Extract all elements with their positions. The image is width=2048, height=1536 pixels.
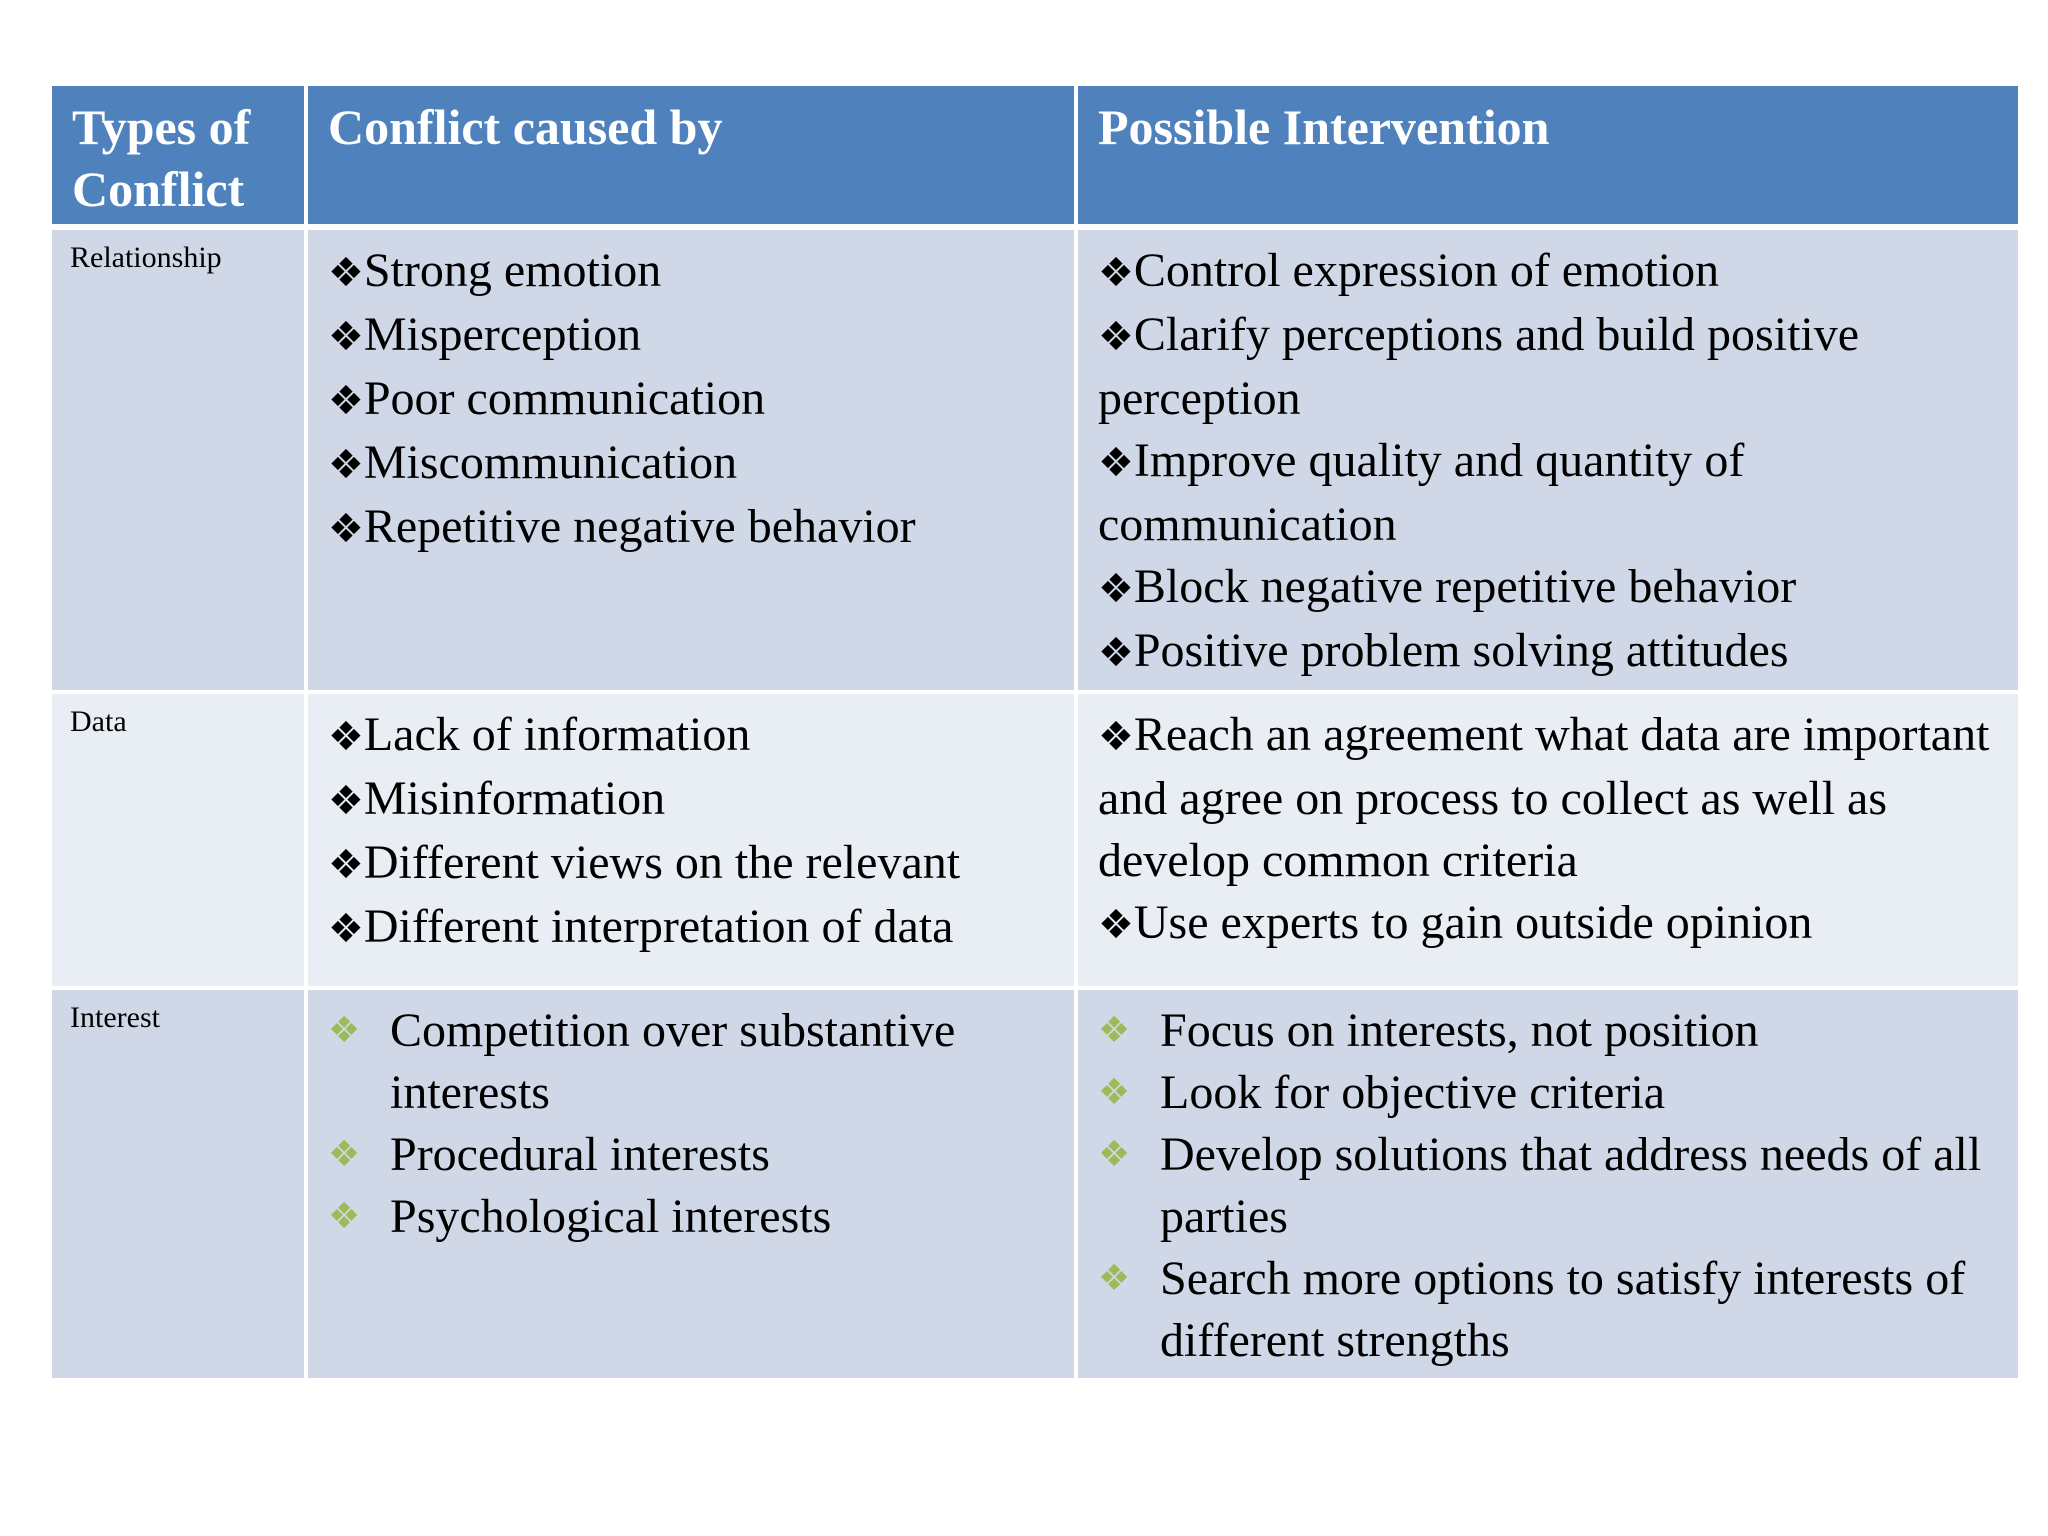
list-item [1098,704,2002,892]
diamond-bullet-icon: ❖ [1098,440,1134,486]
list-item-text: Control expression of emotion [1133,244,1720,297]
table-row [52,230,2018,694]
interventions-cell [1078,230,2018,694]
list-item [328,1124,1058,1186]
causes-cell [308,694,1078,990]
diamond-bullet-icon: ❖ [1098,714,1134,760]
table-body [52,230,2018,1382]
list-item [328,704,1058,768]
list-item-text: Psychological interests [390,1190,832,1243]
diamond-bullet-icon: ❖ [1098,566,1134,612]
list-item [328,368,1058,432]
header-row [52,86,2018,230]
diamond-bullet-icon: ❖ [1098,630,1134,676]
list-item [1098,240,2002,304]
interventions-list [1098,240,2002,684]
diamond-bullet-icon: ❖ [328,714,364,760]
list-item-text: Strong emotion [363,244,662,297]
list-item [328,432,1058,496]
conflict-type-cell: Interest [52,990,308,1382]
list-item-text: Block negative repetitive behavior [1133,560,1797,613]
causes-cell [308,990,1078,1382]
list-item [328,304,1058,368]
list-item [328,896,1058,960]
list-item [1098,1000,2002,1062]
list-item-text: Misinformation [363,772,666,825]
list-item [328,496,1058,560]
causes-cell [308,230,1078,694]
list-item-text: Misperception [363,308,642,361]
list-item-text: Positive problem solving attitudes [1133,624,1789,677]
diamond-bullet-icon: ❖ [328,442,364,488]
list-item-text: Look for objective criteria [1160,1066,1666,1119]
diamond-bullet-icon: ❖ [328,250,364,296]
list-item [1098,1248,2002,1372]
list-item [328,1000,1058,1124]
conflict-type-cell: Relationship [52,230,308,694]
diamond-bullet-icon: ❖ [1098,902,1134,948]
diamond-bullet-icon: ❖ [328,778,364,824]
diamond-bullet-icon: ❖ [328,906,364,952]
green-diamond-bullet-icon: ❖ [1098,1072,1131,1113]
list-item [1098,556,2002,620]
diamond-bullet-icon: ❖ [328,378,364,424]
list-item [1098,892,2002,956]
list-item [328,240,1058,304]
list-item [1098,430,2002,556]
list-item [1098,620,2002,684]
list-item-text: Clarify perceptions and build positive perception [1098,308,1860,425]
green-diamond-bullet-icon: ❖ [1098,1010,1131,1051]
list-item-text: Search more options to satisfy interests of different strengths [1160,1252,1966,1367]
list-item [328,1186,1058,1248]
interventions-cell [1078,990,2018,1382]
green-diamond-bullet-icon: ❖ [328,1196,361,1237]
list-item-text: Procedural interests [390,1128,770,1181]
list-item-text: Miscommunication [363,436,738,489]
causes-list [328,240,1058,560]
header-possible-intervention: Possible Intervention [1078,86,2018,230]
list-item-text: Improve quality and quantity of communication [1098,434,1745,551]
list-item-text: Use experts to gain outside opinion [1133,896,1813,949]
diamond-bullet-icon: ❖ [1098,250,1134,296]
list-item-text: Repetitive negative behavior [363,500,916,553]
table-row [52,990,2018,1382]
conflict-table [52,86,2018,1382]
interventions-list [1098,704,2002,956]
green-diamond-bullet-icon: ❖ [328,1134,361,1175]
diamond-bullet-icon: ❖ [1098,314,1134,360]
list-item [1098,304,2002,430]
diamond-bullet-icon: ❖ [328,506,364,552]
header-types-of-conflict: Types of Conflict [52,86,308,230]
header-conflict-caused-by: Conflict caused by [308,86,1078,230]
causes-list [328,1000,1058,1248]
list-item-text: Different views on the relevant [363,836,961,889]
list-item [1098,1062,2002,1124]
green-diamond-bullet-icon: ❖ [1098,1258,1131,1299]
diamond-bullet-icon: ❖ [328,314,364,360]
interventions-list [1098,1000,2002,1372]
causes-list [328,704,1058,960]
list-item-text: Develop solutions that address needs of all parties [1160,1128,1982,1243]
list-item-text: Focus on interests, not position [1160,1004,1759,1057]
green-diamond-bullet-icon: ❖ [1098,1134,1131,1175]
list-item [328,832,1058,896]
conflict-type-cell: Data [52,694,308,990]
interventions-cell [1078,694,2018,990]
green-diamond-bullet-icon: ❖ [328,1010,361,1051]
list-item-text: Reach an agreement what data are important and agree on process to collect as well as develop common criteria [1098,708,1990,887]
list-item-text: Poor communication [363,372,766,425]
table-row [52,694,2018,990]
list-item-text: Different interpretation of data [363,900,954,953]
list-item [328,768,1058,832]
list-item [1098,1124,2002,1248]
diamond-bullet-icon: ❖ [328,842,364,888]
list-item-text: Lack of information [363,708,751,761]
table-header [52,86,2018,230]
list-item-text: Competition over substantive interests [390,1004,956,1119]
